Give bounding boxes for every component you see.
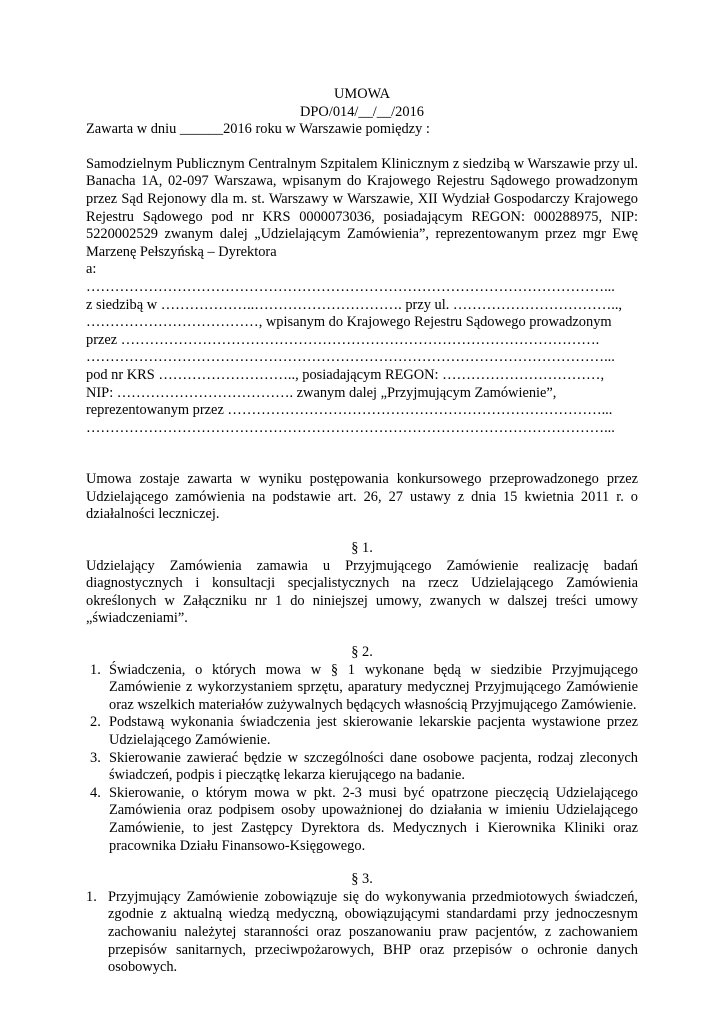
list-item: 3. Skierowanie zawierać będzie w szczególności dane osobowe pacjenta, rodzaj zleconych świadczeń, podpis i pieczątkę lekarza kierującego na badanie.: [90, 749, 638, 784]
party1-description: Samodzielnym Publicznym Centralnym Szpitalem Klinicznym z siedzibą w Warszawie przy ul. Banacha 1A, 02-097 Warszawa, wpisanym do Krajowego Rejestru Sądowego prowadzonym przez Sąd Rejonowy dla m. st. Warszawy w Warszawie, XII Wydział Gospodarczy Krajowego Rejestru Sądowego pod nr KRS 0000073036, posiadającym REGON: 000288975, NIP: 5220002529 zwanym dalej „Udzielającym Zamówienia”, reprezentowanym przez mgr Ewę Marzenę Pełszyńską – Dyrektora: [86, 155, 638, 260]
party2-line-5: ………………………………………………………………………………………………...: [86, 349, 615, 366]
list-item: 4. Skierowanie, o którym mowa w pkt. 2-3 musi być opatrzone pieczęcią Udzielającego Zamówienia oraz podpisem osoby upoważnionej do działania w imieniu Udzielającego Zamówienie, to jest Zastępcy Dyrektora ds. Medycznych i Kierownika Kliniki oraz pracownika Działu Finansowo-Księgowego.: [90, 784, 638, 854]
party2-line-6: pod nr KRS ……………………….., posiadającym REGON: ……………………………,: [86, 366, 605, 383]
section-3-heading: § 3.: [351, 871, 373, 888]
section-2-list: [86, 662, 638, 856]
party2-blank-form: [86, 279, 638, 437]
document-title: UMOWA: [334, 86, 390, 102]
party2-line-4: przez ……………………………………………………………………………………….: [86, 331, 600, 348]
party2-line-2: z siedzibą w ………………..…………………………. przy ul. ……………………………..,: [86, 296, 623, 313]
party2-line-8: reprezentowanym przez ……………………………………………………………………...: [86, 402, 613, 419]
party2-line-1: ………………………………………………………………………………………………...: [86, 278, 615, 295]
contract-number: DPO/014/__/__/2016: [300, 103, 424, 120]
section-1-text: Udzielający Zamówienia zamawia u Przyjmującego Zamówienie realizację badań diagnostycznych i konsultacji specjalistycznych na rzecz Udzielającego Zamówienia określonych w Załączniku nr 1 do niniejszej umowy, zwanych w dalszej treści umowy „świadczeniami”.: [86, 557, 638, 627]
list-item: 1. Świadczenia, o których mowa w § 1 wykonane będą w siedzibie Przyjmującego Zamówienie z wykorzystaniem sprzętu, aparatury medycznej Przyjmującego Zamówienie oraz wszelkich materiałów zużywalnych będących własnością Przyjmującego Zamówienie.: [90, 661, 638, 713]
party2-line-7: NIP: ………………………………. zwanym dalej „Przyjmującym Zamówienie”,: [86, 384, 557, 401]
section-1-heading: § 1.: [351, 540, 373, 557]
party2-line-9: ………………………………………………………………………………………………...: [86, 419, 615, 436]
intro-paragraph: Umowa zostaje zawarta w wyniku postępowania konkursowego przeprowadzonego przez Udzielającego zamówienia na podstawie art. 26, 27 ustawy z dnia 15 kwietnia 2011 r. o działalności leczniczej.: [86, 471, 638, 523]
section-2-heading: § 2.: [351, 644, 373, 661]
contract-page: [86, 86, 638, 977]
party-separator: a:: [86, 261, 97, 278]
party2-line-3: ………………………………, wpisanym do Krajowego Rejestru Sądowego prowadzonym: [86, 314, 612, 331]
section-3-list: [86, 889, 638, 977]
list-item: 1. Przyjmujący Zamówienie zobowiązuje się do wykonywania przedmiotowych świadczeń, zgodnie z aktualną wiedzą medyczną, obowiązującymi standardami przy jednoczesnym zachowaniu należytej staranności oraz poszanowaniu praw pacjentów, z zachowaniem przepisów sanitarnych, przeciwpożarowych, BHP oraz przepisów o ochronie danych osobowych.: [86, 888, 638, 976]
concluded-line: Zawarta w dniu ______2016 roku w Warszawie pomiędzy :: [86, 121, 430, 138]
list-item: 2. Podstawą wykonania świadczenia jest skierowanie lekarskie pacjenta wystawione przez Udzielającego Zamówienie.: [90, 714, 638, 748]
